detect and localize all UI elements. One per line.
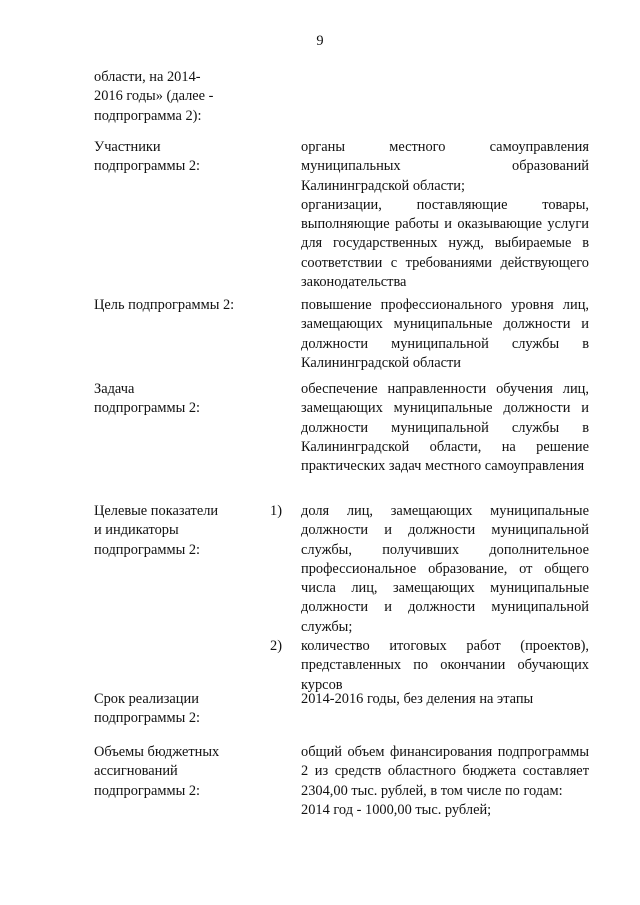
label-line: и индикаторы [94,522,179,539]
list-item-text: доля лиц, замещающих муниципальные должности и должности муниципальной службы, получивших дополнительное профессиональное образование, от общего числа лиц, замещающих муниципальные должности и должности муниципальной службы; [301,503,589,635]
row-value [301,743,589,820]
value-paragraph: повышение профессионального уровня лиц, замещающих муниципальные должности и должности муниципальной службы в Калининградской области [301,297,589,371]
label-line: подпрограммы 2: [94,710,201,727]
intro-line: 2016 годы» (далее - [94,88,214,105]
page-number: 9 [316,33,324,49]
list-number: 1) [270,503,282,519]
list-item [270,637,589,695]
value-paragraph: организации, поставляющие товары, выполняющие работы и оказывающие услуги для государственных нужд, выбираемые в соответствии с требованиями действующего законодательства [301,196,589,291]
label-line: Задача [94,381,135,397]
label-line: подпрограммы 2: [94,541,201,558]
row-value [270,502,589,695]
label-line: подпрограммы 2: [94,400,201,417]
label-line: ассигнований [94,763,178,780]
intro-line: подпрограмма 2): [94,107,202,124]
row-label [94,296,264,315]
row-value [301,380,589,476]
value-paragraph: органы местного самоуправления муниципальных образований Калининградской области; [301,139,589,194]
list-number: 2) [270,638,282,655]
row-label [94,502,264,560]
row-value [301,138,589,292]
value-paragraph: 2014-2016 годы, без деления на этапы [301,691,534,707]
label-line: Целевые показатели [94,503,219,519]
label-line: Объемы бюджетных [94,744,220,760]
row-label [94,138,264,177]
row-value [301,690,589,709]
list-item-text: количество итоговых работ (проектов), представленных по окончании обучающих курсов [301,638,589,693]
intro-text [94,68,244,126]
intro-line: области, на 2014- [94,69,201,85]
label-line: Цель подпрограммы 2: [94,297,235,313]
row-label [94,690,264,729]
label-line: подпрограммы 2: [94,158,201,175]
value-paragraph: обеспечение направленности обучения лиц, замещающих муниципальные должности и должности муниципальной службы в Калининградской области, на решение практических задач местного самоуправления [301,381,589,475]
value-paragraph: 2014 год - 1000,00 тыс. рублей; [301,801,492,818]
label-line: Срок реализации [94,691,199,707]
label-line: Участники [94,139,161,155]
row-label [94,380,264,419]
row-value [301,296,589,373]
list-item [270,502,589,637]
value-paragraph: общий объем финансирования подпрограммы 2 из средств областного бюджета составляет 2304,00 тыс. рублей, в том числе по годам: [301,744,589,799]
label-line: подпрограммы 2: [94,782,201,799]
row-label [94,743,264,801]
